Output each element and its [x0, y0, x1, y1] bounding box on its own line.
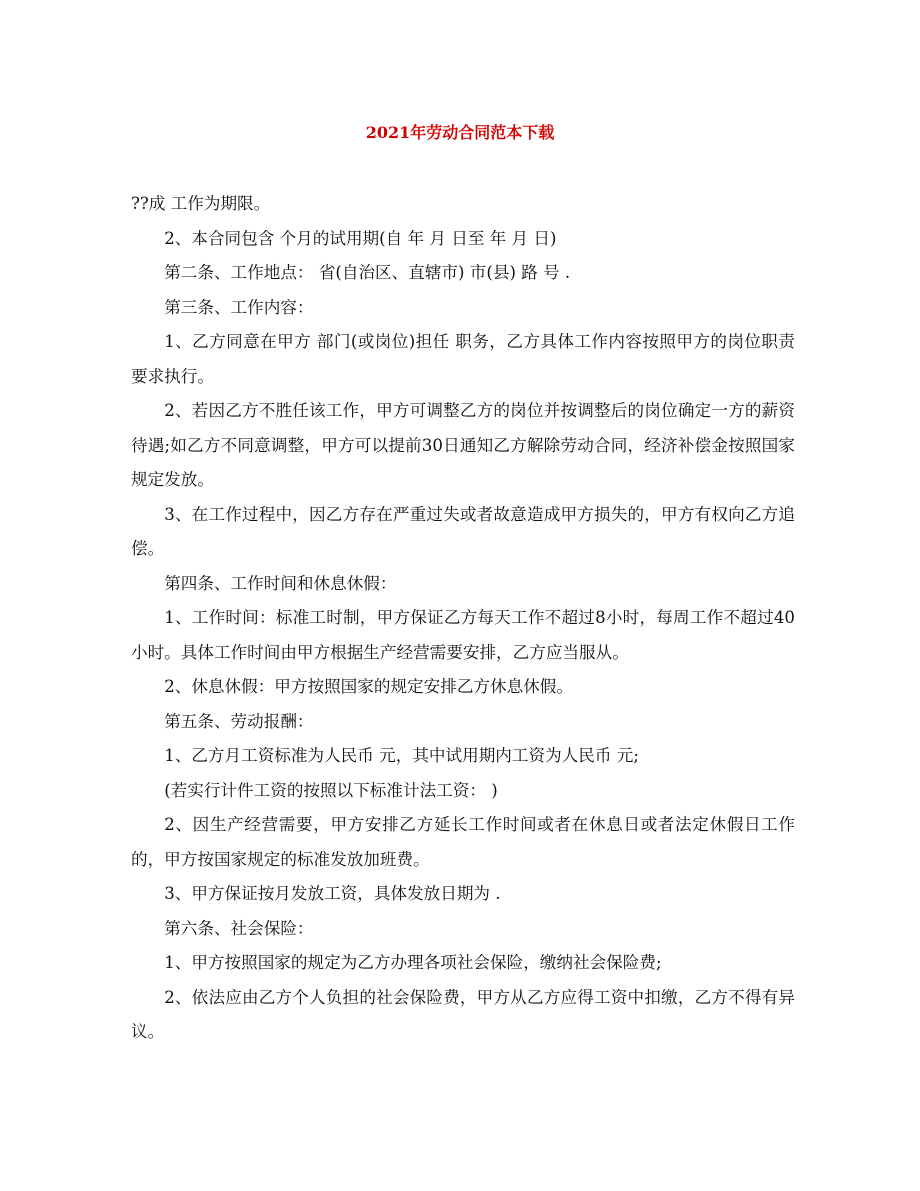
paragraph: 3、在工作过程中，因乙方存在严重过失或者故意造成甲方损失的，甲方有权向乙方追偿。: [131, 504, 795, 558]
paragraph: (若实行计件工资的按照以下标准计法工资： ): [164, 780, 498, 800]
paragraph: ??成 工作为期限。: [131, 194, 271, 213]
paragraph: 1、乙方同意在甲方 部门(或岗位)担任 职务，乙方具体工作内容按照甲方的岗位职责要求执行。: [131, 332, 795, 386]
document-body: [131, 187, 795, 1050]
section-heading: 第四条、工作时间和休息休假：: [164, 573, 397, 593]
paragraph: 1、乙方月工资标准为人民币 元，其中试用期内工资为人民币 元;: [164, 746, 639, 765]
paragraph: 2、若因乙方不胜任该工作，甲方可调整乙方的岗位并按调整后的岗位确定一方的薪资待遇;如乙方不同意调整，甲方可以提前30日通知乙方解除劳动合同，经济补偿金按照国家规定发放。: [131, 401, 795, 489]
paragraph: 2、休息休假：甲方按照国家的规定安排乙方休息休假。: [164, 677, 573, 696]
paragraph: 1、甲方按照国家的规定为乙方办理各项社会保险，缴纳社会保险费;: [164, 953, 662, 972]
paragraph: 第二条、工作地点： 省(自治区、直辖市) 市(县) 路 号 .: [164, 263, 571, 282]
paragraph: 2、本合同包含 个月的试用期(自 年 月 日至 年 月 日): [164, 228, 557, 248]
section-heading: 第六条、社会保险：: [164, 918, 314, 938]
paragraph: 3、甲方保证按月发放工资，具体发放日期为 .: [164, 884, 501, 903]
document-title: 2021年劳动合同范本下载: [365, 123, 555, 142]
paragraph: 2、因生产经营需要，甲方安排乙方延长工作时间或者在休息日或者法定休假日工作的，甲方按国家规定的标准发放加班费。: [131, 815, 795, 869]
section-heading: 第三条、工作内容：: [164, 297, 314, 317]
section-heading: 第五条、劳动报酬：: [164, 711, 314, 731]
paragraph: 1、工作时间：标准工时制，甲方保证乙方每天工作不超过8小时，每周工作不超过40小时。具体工作时间由甲方根据生产经营需要安排，乙方应当服从。: [131, 608, 795, 662]
paragraph: 2、依法应由乙方个人负担的社会保险费，甲方从乙方应得工资中扣缴，乙方不得有异议。: [131, 987, 795, 1041]
